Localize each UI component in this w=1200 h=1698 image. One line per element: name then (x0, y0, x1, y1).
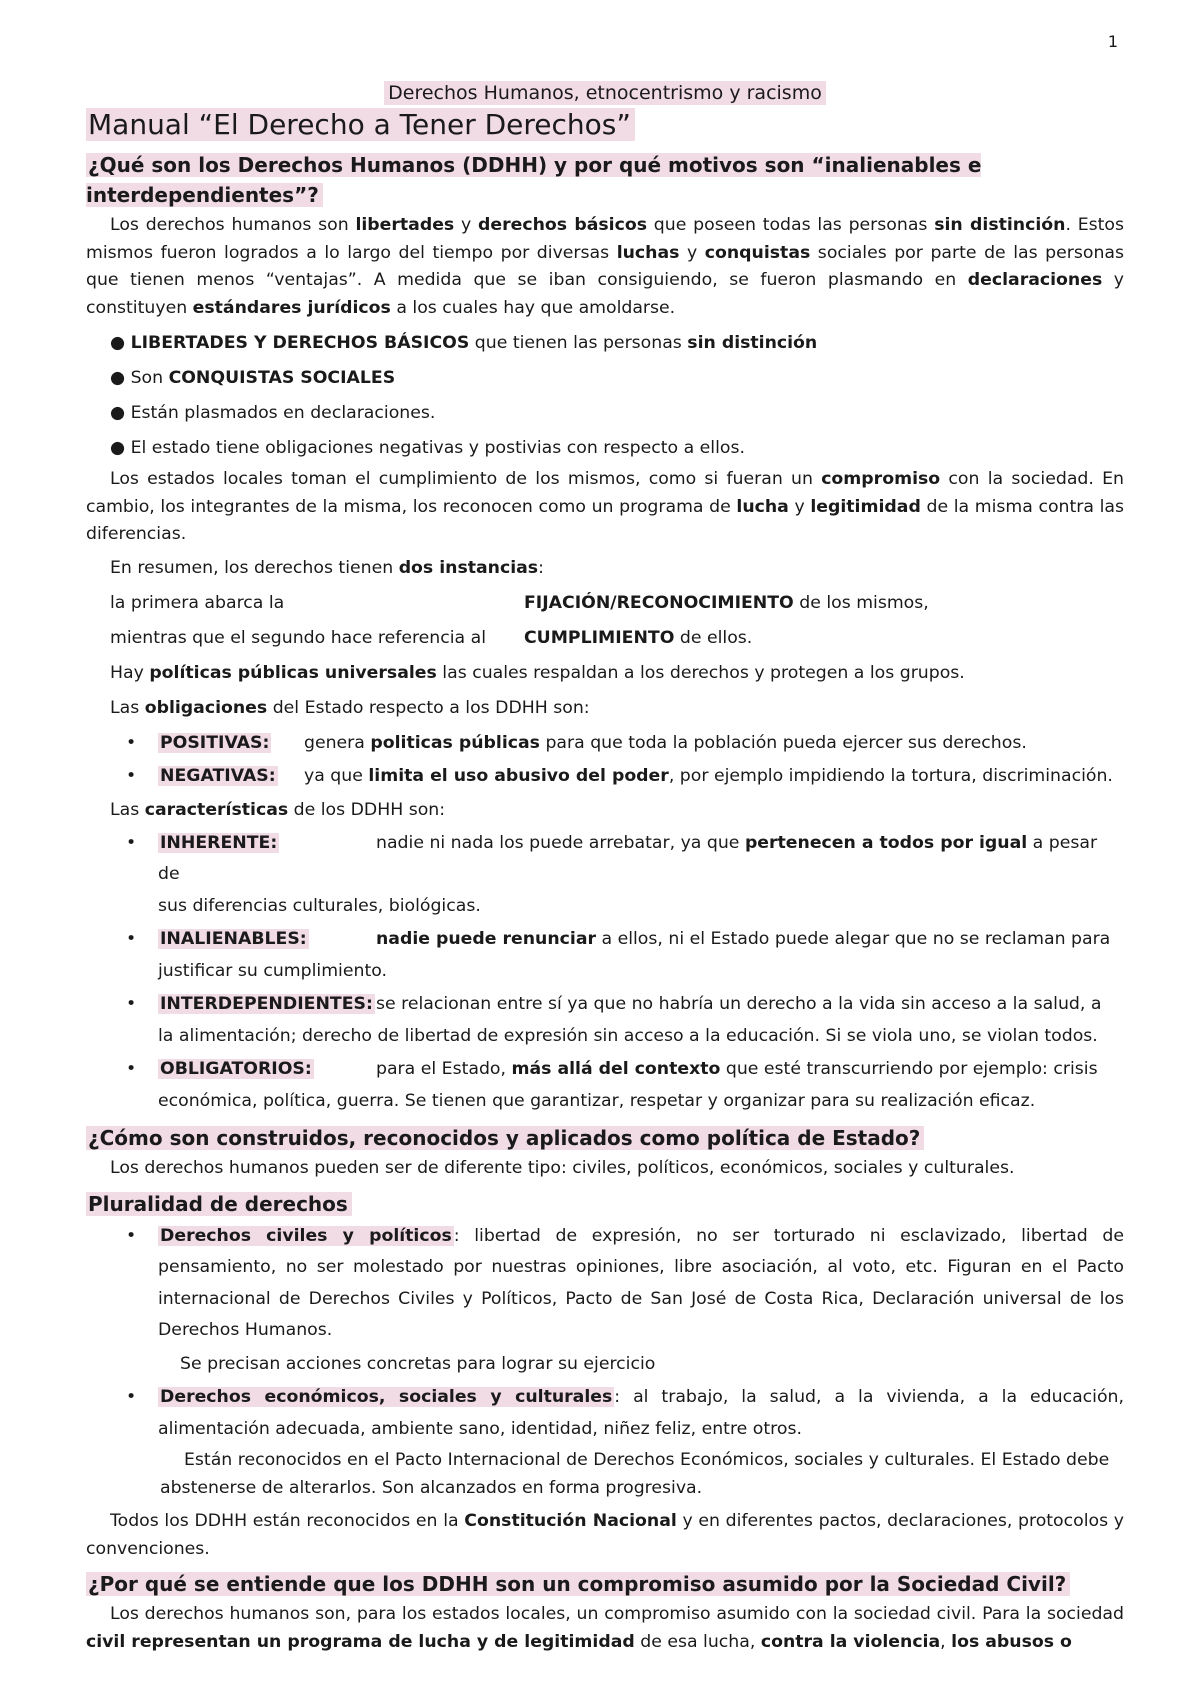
text-run-bold: limita el uso abusivo del poder (368, 766, 669, 786)
text-run-bold: declaraciones (967, 270, 1103, 290)
text-run: En resumen, los derechos tienen (110, 557, 399, 578)
instance-1-value (524, 586, 929, 621)
pluralidad-heading-text: Pluralidad de derechos (86, 1192, 352, 1216)
text-run-bold: CONQUISTAS SOCIALES (168, 368, 396, 388)
paragraph-states (86, 466, 1124, 549)
text-run: , por ejemplo impidiendo la tortura, discriminación. (668, 766, 1113, 786)
characteristic-label: INTERDEPENDIENTES: (160, 994, 373, 1014)
paragraph-summary (86, 551, 1124, 586)
text-run: : al trabajo, la salud, a la vivienda, a la educación, alimentación adecuada, ambiente sano, identidad, niñez feliz, entre otros. (158, 1387, 1124, 1439)
text-run-bold: FIJACIÓN/RECONOCIMIENTO (524, 592, 794, 613)
list-item (110, 326, 1124, 361)
text-run-bold: politicas públicas (370, 732, 540, 753)
text-run-bold: obligaciones (144, 697, 268, 718)
obligation-label: POSITIVAS: (160, 732, 270, 753)
text-run: ● (110, 333, 131, 353)
text-run-bold: compromiso (821, 469, 941, 489)
text-run: se relacionan entre sí ya que no habría un derecho a la vida sin acceso a la salud, a (376, 994, 1102, 1014)
text-run: a los cuales hay que amoldarse. (390, 297, 676, 318)
text-run: de los DDHH son: (288, 799, 446, 820)
obligation-negative (86, 761, 1124, 793)
text-run: Todos los DDHH están reconocidos en la (110, 1511, 465, 1531)
text-run-bold: conquistas (704, 242, 811, 263)
bullet-icon: • (126, 994, 137, 1014)
obligation-positive (86, 728, 1124, 760)
text-run-bold: nadie puede renunciar (376, 929, 596, 949)
text-run: ya que (304, 766, 369, 786)
list-item: ● Están plasmados en declaraciones. (110, 403, 436, 423)
text-run: que tienen las personas (469, 333, 688, 353)
rights-types-list (86, 1221, 1124, 1347)
text-run-bold: derechos básicos (478, 215, 648, 235)
paragraph-definition (86, 212, 1124, 322)
instance-2-label: mientras que el segundo hace referencia al (110, 627, 487, 648)
rights-economic-note: Están reconocidos en el Pacto Internacional de Derechos Económicos, sociales y culturales. El Estado debe abstenerse de alterarlos. Son alcanzados en forma progresiva. (160, 1450, 1110, 1498)
manual-heading (86, 106, 1124, 144)
paragraph-obligations-intro (86, 691, 1124, 726)
question-3-text: ¿Por qué se entiende que los DDHH son un compromiso asumido por la Sociedad Civil? (86, 1572, 1070, 1596)
text-run: genera (304, 732, 371, 753)
characteristic-interdependent (86, 989, 1124, 1052)
text-run-bold: dos instancias (398, 557, 539, 578)
characteristic-label: INHERENTE: (160, 832, 278, 853)
paragraph-constitution (86, 1508, 1124, 1563)
manual-heading-text: Manual “El Derecho a Tener Derechos” (86, 108, 635, 141)
page-number: 1 (1107, 32, 1118, 51)
paragraph-civil-society (86, 1601, 1124, 1656)
characteristic-inalienable (86, 924, 1124, 987)
text-run: las cuales respaldan a los derechos y protegen a los grupos. (436, 662, 965, 683)
text-run: sociales por parte de las personas que tienen menos “ventajas”. A medida que se iban consiguiendo, se fueron plasmando en (86, 242, 1124, 290)
text-run: que esté transcurriendo por ejemplo: crisis (720, 1059, 1098, 1079)
paragraph-types: Los derechos humanos pueden ser de diferente tipo: civiles, políticos, económicos, sociales y culturales. (110, 1158, 1015, 1178)
question-3-heading (86, 1569, 1124, 1599)
question-2-heading (86, 1123, 1124, 1153)
text-run: Las (110, 799, 145, 820)
text-run-bold: sin distinción (687, 333, 818, 353)
instance-row-1 (86, 586, 1124, 621)
list-item: ● El estado tiene obligaciones negativas y postivias con respecto a ellos. (110, 438, 745, 458)
summary-dot-list (86, 326, 1124, 466)
text-run: económica, política, guerra. Se tienen que garantizar, respetar y organizar para su realización eficaz. (158, 1090, 1036, 1111)
rights-civil-political (86, 1221, 1124, 1347)
text-run: y (454, 215, 479, 235)
text-run-bold: estándares jurídicos (192, 297, 391, 318)
text-run: para que toda la población pueda ejercer sus derechos. (539, 732, 1027, 753)
characteristic-label: INALIENABLES: (160, 929, 307, 949)
text-run: y (788, 496, 811, 517)
text-run: y (679, 242, 705, 263)
text-run-bold: lucha (736, 496, 789, 517)
text-run: . Estos mismos fueron logrados a lo largo del tiempo por diversas (86, 215, 1124, 263)
text-run: sus diferencias culturales, biológicas. (158, 895, 481, 916)
text-run: ● Son (110, 368, 169, 388)
question-2-text: ¿Cómo son construidos, reconocidos y aplicados como política de Estado? (86, 1126, 924, 1150)
rights-economic-social (86, 1382, 1124, 1445)
instance-2-value (524, 621, 752, 656)
text-run-bold: más allá del contexto (511, 1059, 721, 1079)
characteristic-label: OBLIGATORIOS: (160, 1059, 312, 1079)
text-run-bold: pertenecen a todos por igual (744, 832, 1028, 853)
text-run: : (538, 557, 544, 578)
text-run-bold: los abusos o (951, 1631, 1072, 1652)
obligation-label: NEGATIVAS: (160, 766, 276, 786)
rights-civil-note: Se precisan acciones concretas para lograr su ejercicio (180, 1353, 656, 1374)
question-1-text: ¿Qué son los Derechos Humanos (DDHH) y por qué motivos son “inalienables e interdependientes”? (86, 153, 982, 207)
bullet-icon: • (126, 732, 137, 753)
text-run: , (940, 1631, 952, 1652)
pluralidad-heading (86, 1189, 1124, 1219)
document-title (86, 82, 1124, 104)
paragraph-characteristics-intro (86, 795, 1124, 826)
text-run-bold: civil representan un programa de lucha y de legitimidad (86, 1631, 635, 1652)
text-run: y en diferentes pactos, declaraciones, protocolos y convenciones. (86, 1511, 1124, 1559)
text-run-bold: políticas públicas universales (149, 662, 437, 683)
text-run: de la misma contra las diferencias. (86, 496, 1125, 544)
characteristic-obligatory (86, 1054, 1124, 1117)
text-run: con la sociedad. En cambio, los integrantes de la misma, los reconocen como un programa de (86, 469, 1124, 517)
paragraph-policies (86, 656, 1124, 691)
bullet-icon: • (126, 1225, 137, 1246)
text-run: y constituyen (86, 270, 1124, 318)
bullet-icon: • (126, 766, 137, 786)
question-1-heading (86, 150, 1124, 210)
text-run: de los mismos, (793, 592, 929, 613)
text-run: del Estado respecto a los DDHH son: (267, 697, 590, 718)
text-run: de esa lucha, (634, 1631, 761, 1652)
instance-1-label: la primera abarca la (110, 592, 285, 613)
text-run: Los derechos humanos son (110, 215, 356, 235)
text-run: que poseen todas las personas (647, 215, 935, 235)
text-run-bold: características (144, 799, 289, 820)
rights-types-list-2 (86, 1382, 1124, 1445)
characteristics-list (86, 828, 1124, 1118)
text-run: nadie ni nada los puede arrebatar, ya que (376, 832, 745, 853)
instance-row-2 (86, 621, 1124, 656)
obligations-list (86, 728, 1124, 793)
rights-label: Derechos civiles y políticos (160, 1225, 452, 1246)
text-run: Los estados locales toman el cumplimiento de los mismos, como si fueran un (110, 469, 822, 489)
text-run-bold: libertades (355, 215, 455, 235)
text-run: a ellos, ni el Estado puede alegar que no se reclaman para (596, 929, 1111, 949)
text-run-bold: Constitución Nacional (464, 1511, 677, 1531)
rights-label: Derechos económicos, sociales y culturales (160, 1387, 613, 1407)
text-run: la alimentación; derecho de libertad de expresión sin acceso a la educación. Si se viola uno, se violan todos. (158, 1025, 1098, 1046)
text-run-bold: sin distinción (934, 215, 1066, 235)
text-run: : libertad de expresión, no ser torturado ni esclavizado, libertad de pensamiento, no ser molestado por nuestras opiniones, libre asociación, al voto, etc. Figuran en el Pacto internacional de Derechos Civiles y Políticos, Pacto de San José de Costa Rica, Declaración universal de los Derechos Humanos. (158, 1225, 1124, 1340)
text-run: Hay (110, 662, 150, 683)
text-run: de ellos. (674, 627, 753, 648)
list-item (110, 361, 1124, 396)
bullet-icon: • (126, 1387, 137, 1407)
text-run: justificar su cumplimiento. (158, 960, 387, 981)
text-run-bold: legitimidad (810, 496, 921, 517)
bullet-icon: • (126, 832, 137, 853)
text-run: para el Estado, (376, 1059, 512, 1079)
text-run-bold: luchas (616, 242, 680, 263)
characteristic-inherent (86, 828, 1124, 923)
text-run-bold: CUMPLIMIENTO (524, 627, 675, 648)
text-run: Los derechos humanos son, para los estados locales, un compromiso asumido con la sociedad civil. Para la sociedad (110, 1604, 1124, 1624)
bullet-icon: • (126, 1059, 137, 1079)
document-title-text: Derechos Humanos, etnocentrismo y racismo (384, 81, 826, 105)
bullet-icon: • (126, 929, 137, 949)
text-run-bold: LIBERTADES Y DERECHOS BÁSICOS (130, 333, 470, 353)
document-body (86, 82, 1124, 1656)
text-run: Las (110, 697, 145, 718)
text-run-bold: contra la violencia (760, 1631, 941, 1652)
text-run: a pesar de (158, 832, 1098, 884)
